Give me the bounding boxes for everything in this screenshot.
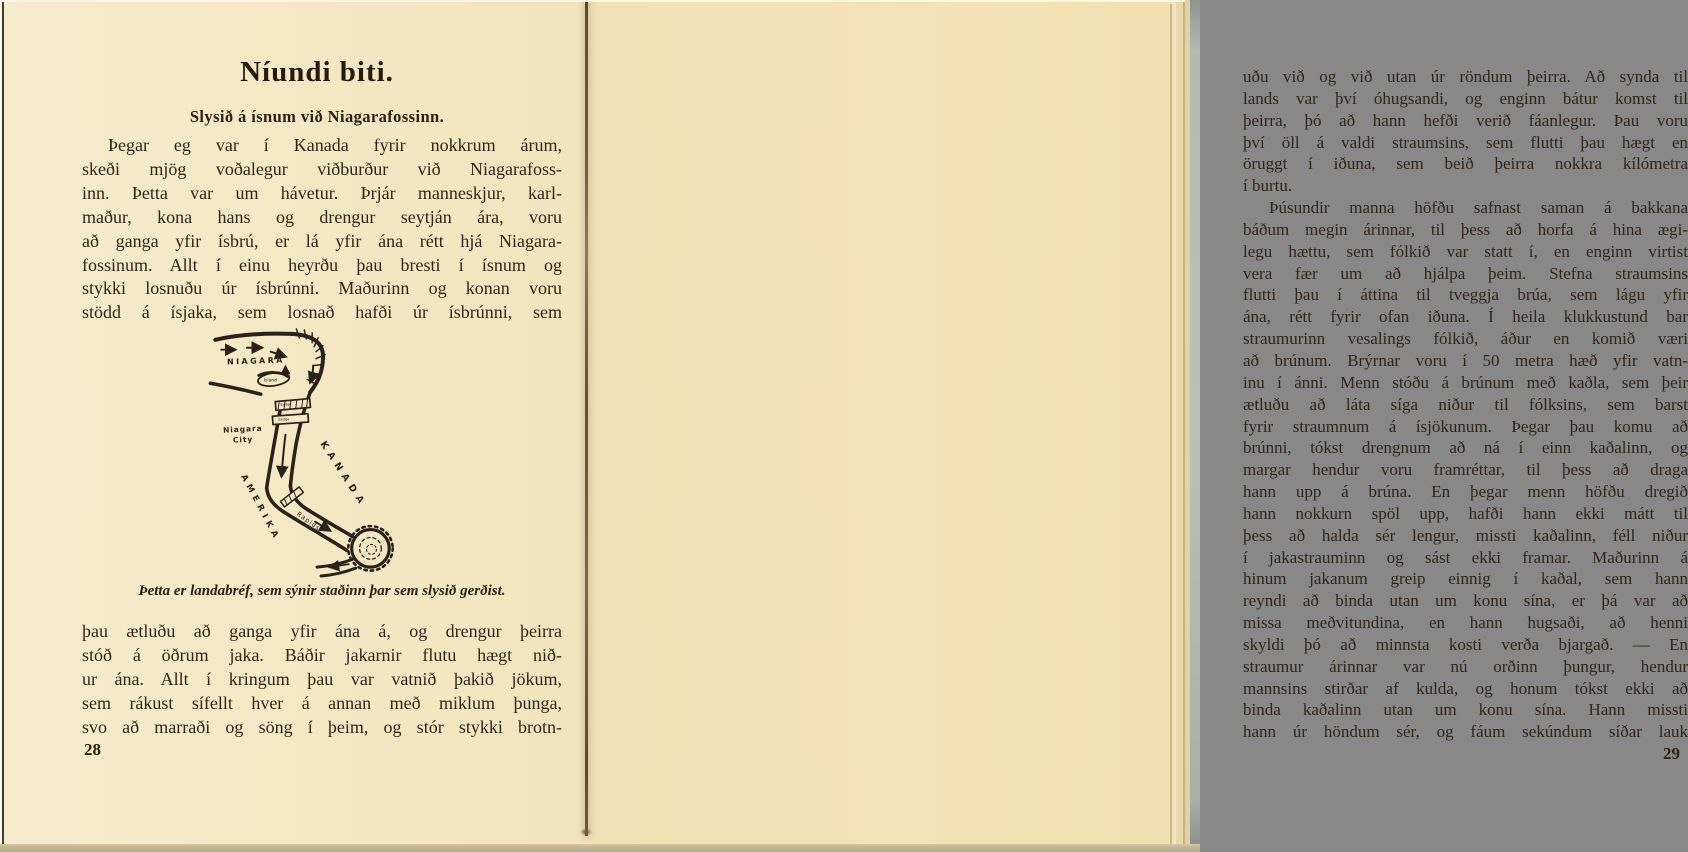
text-line: því öll á valdi straumsins, sem flutti þau hægt en — [1243, 132, 1688, 152]
niagara-map-drawing — [197, 324, 455, 578]
right-text-column — [1243, 66, 1688, 743]
scan-top-edge — [0, 0, 1200, 2]
text-line: öruggt í iðuna, sem beið þeirra nokkra kílómetra — [1243, 154, 1688, 174]
text-line: báðum megin árinnar, til þess að horfa á hina ægi- — [1243, 219, 1688, 239]
map-outflow-lower — [321, 568, 356, 576]
text-line: inu í ánni. Menn stóðu á brúnum með kaðla, sem þeir — [1243, 372, 1688, 392]
map-falls-marker — [281, 365, 291, 375]
text-line: missa meðvitundina, en hann hugsaði, að henni — [1243, 613, 1688, 633]
map-upper-shoreline — [215, 334, 291, 340]
text-line: maður, kona hans og drengur seytján ára, voru — [82, 206, 562, 227]
text-line: hann upp á brúna. En þegar menn höfðu dregið — [1243, 482, 1688, 502]
page-stack-line-1 — [1170, 4, 1172, 844]
text-line: inn. Þetta var um hávetur. Þrjár manneskjur, karl- — [82, 182, 562, 203]
text-line: í jakastrauminn og sást ekki framar. Maðurinn á — [1243, 547, 1688, 567]
map-lower-shoreline — [210, 383, 260, 394]
text-line: í burtu. — [1243, 176, 1293, 196]
text-line: þeirra, þó að hann hefði verið fáanlegur. Þau voru — [1243, 110, 1688, 130]
map-label-bridge-1: Bridge — [280, 402, 292, 408]
niagara-map-illustration — [197, 324, 455, 578]
right-page — [588, 0, 1688, 844]
text-line: margar hendur voru framréttar, til þess að draga — [1243, 460, 1688, 480]
page-left-edge-line — [2, 0, 4, 848]
page-stack-line-2 — [1176, 2, 1185, 844]
text-line: straumurinn vesalings fólkið, áður en komið væri — [1243, 329, 1688, 349]
map-outer-bend-bank — [291, 334, 323, 392]
text-line: stóð á öðrum jaka. Báðir jakarnir flutu hægt nið- — [82, 644, 562, 665]
text-line: hinum jakanum greip einnig í kaðal, sem hann — [1243, 569, 1688, 589]
section-heading: Slysið á ísnum við Niagarafossinn. — [189, 107, 445, 126]
map-whirlpool-rim — [348, 526, 392, 570]
text-line: svo að marraði og söng í þeim, og stór stykki brotn- — [82, 716, 562, 737]
page-number-left: 28 — [84, 740, 101, 759]
text-line: vera fær um að hjálpa þeim. Stefna straumsins — [1243, 263, 1688, 283]
text-line: Þúsundir manna höfðu safnast saman á bakkana — [1269, 198, 1688, 218]
text-line: sem rákust sífellt hver á annan með miklum þunga, — [82, 692, 562, 713]
map-whirlpool-spiral-2 — [367, 544, 377, 554]
right-paragraph-1 — [1243, 66, 1688, 197]
map-label-island: Island — [263, 378, 277, 384]
map-whirlpool-spiral-1 — [360, 537, 382, 559]
map-caption: Þetta er landabréf, sem sýnir staðinn þar sem slysið gerðist. — [138, 583, 506, 599]
map-label-bridge-2: Bridge — [278, 417, 290, 422]
map-label-niagara: NIAGARA — [226, 355, 285, 367]
left-page — [4, 0, 585, 844]
left-paragraph-1 — [82, 134, 562, 325]
text-line: stykki losnuðu úr ísbrúnni. Maðurinn og konan voru — [82, 278, 562, 299]
map-label-kanada: KANADA — [317, 439, 369, 511]
map-whirlpool — [352, 530, 390, 568]
text-line: hann nokkurn spöl upp, hafði hann ekki mátt til — [1243, 503, 1688, 523]
chapter-title: Níundi biti. — [240, 56, 394, 88]
map-label-niagara-city-1: Niagara — [222, 423, 263, 435]
right-paragraph-2 — [1243, 197, 1688, 743]
text-line: fyrir straumnum á ísjökunum. Þegar þau komu að — [1243, 416, 1688, 436]
map-label-rapids: Rapids — [295, 509, 323, 533]
page-bottom-edge — [0, 844, 1200, 852]
text-line: legu hættu, sem fólkið var statt í, en enginn virtist — [1243, 241, 1688, 261]
text-line: binda kaðalinn utan um konu sína. Hann missti — [1243, 700, 1688, 720]
text-line: að brúnum. Brýrnar voru í 50 metra hæð yfir vatn- — [1243, 350, 1688, 370]
text-line: reyndi að binda utan um konu sína, er þá var að — [1243, 591, 1688, 611]
text-line: þau ætluðu að ganga yfir ána á, og drengur þeirra — [82, 621, 562, 641]
page-number-right: 29 — [1663, 744, 1680, 763]
text-line: flutti þau í áttina til tveggja brúa, sem lágu yfir — [1243, 285, 1688, 305]
map-label-amerika: AMERIKA — [239, 472, 283, 543]
text-line: ur ána. Allt í kringum þau var vatnið þakið jökum, — [82, 668, 562, 689]
text-line: brúnni, tókst drengnum að ná í einn kaðalinn, og — [1243, 438, 1688, 458]
spine-bottom-smudge — [580, 828, 592, 836]
text-line: stödd á ísjaka, sem losnað hafði úr ísbrúnni, sem — [82, 302, 562, 323]
map-bend-inner — [267, 488, 284, 512]
text-line: ætluðu að láta síga niður til fólksins, sem barst — [1243, 394, 1688, 414]
map-diagonal-lower-bank — [284, 509, 347, 551]
text-line: skyldi þó að minnsta kosti verða bjargað. — En — [1243, 634, 1688, 654]
map-label-niagara-city-2: City — [232, 434, 254, 445]
text-line: uðu við og við utan úr röndum þeirra. Að synda til — [1243, 67, 1688, 86]
left-paragraph-2 — [82, 620, 562, 740]
text-line: lands var því óhugsandi, og enginn bátur komst til — [1243, 88, 1688, 108]
text-line: skeði mjög voðalegur viðburður við Niagarafoss- — [82, 158, 562, 179]
text-line: Þegar eg var í Kanada fyrir nokkrum árum, — [108, 135, 562, 155]
text-line: að ganga yfir ísbrú, er lá yfir ána rétt hjá Niagara- — [82, 230, 562, 251]
text-line: fossinum. Allt í einu heyrðu þau bresti í ísnum og — [82, 254, 562, 275]
scan-right-background — [1190, 0, 1200, 852]
book-spine-shadow — [585, 0, 588, 836]
map-flow-arrow-channel — [282, 435, 286, 477]
text-line: straumur árinnar var nú orðinn þungur, hendur — [1243, 656, 1688, 676]
text-line: ána, rétt fyrir ofan iðuna. Í heila klukkustund bar — [1243, 307, 1688, 327]
text-line: mannsins stirðar af kulda, og honum tókst ekki að — [1243, 678, 1688, 698]
text-line: hann úr höndum sér, og fáum sekúndum síðar lauk — [1243, 722, 1688, 742]
map-flow-arrow-bend — [310, 366, 313, 383]
text-line: þess að halda sér lengur, missti kaðalinn, féll niður — [1243, 525, 1688, 545]
